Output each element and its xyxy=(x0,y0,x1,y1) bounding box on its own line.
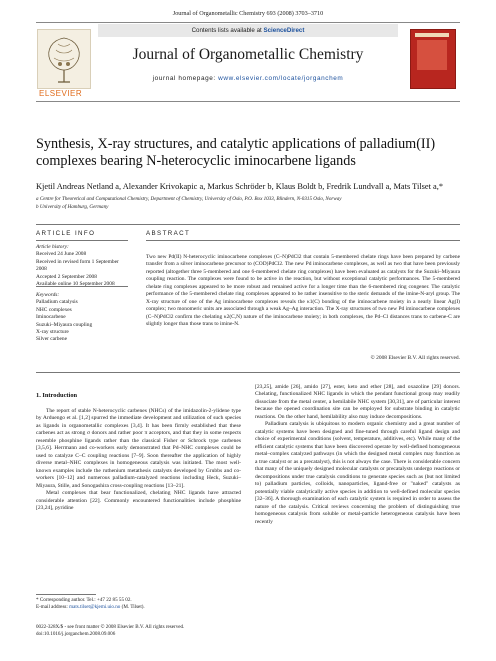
keyword-item: Silver carbene xyxy=(36,336,67,343)
elsevier-tree-logo xyxy=(37,29,91,89)
contents-prefix: Contents lists available at xyxy=(191,27,264,34)
intro-left-column xyxy=(36,408,241,513)
paper-title: Synthesis, X-ray structures, and catalytic applications of palladium(II) complexes bearing N-heterocyclic iminocarbene ligands xyxy=(36,136,436,169)
footnote xyxy=(36,597,241,611)
affiliation-b: b University of Hamburg, Germany xyxy=(36,203,109,210)
doi-line[interactable]: doi:10.1016/j.jorganchem.2008.09.006 xyxy=(36,631,116,637)
journal-cover-thumbnail xyxy=(410,29,456,89)
footnote-rule xyxy=(36,594,96,595)
history-label: Article history: xyxy=(36,244,69,250)
keyword-item: Iminocarbene xyxy=(36,314,66,321)
keyword-item: Suzuki–Miyaura coupling xyxy=(36,321,93,328)
front-matter-note xyxy=(36,624,336,638)
keyword-item: NHC complexes xyxy=(36,306,72,313)
affiliation-a: a Centre for Theoretical and Computational Chemistry, Department of Chemistry, University of Oslo, P.O. Box 1033, Blindern, N-0315 Oslo, Norway xyxy=(36,196,342,202)
introduction-heading: 1. Introduction xyxy=(36,392,78,399)
homepage-label: journal homepage: xyxy=(152,75,219,82)
corresponding-author: * Corresponding author. Tel.: +47 22 85 55 02. xyxy=(36,597,132,603)
history-received: Received 24 June 2008 xyxy=(36,251,87,258)
journal-homepage xyxy=(98,75,398,82)
article-history xyxy=(36,244,128,288)
divider-bottom xyxy=(36,372,460,373)
keywords-label: Keywords: xyxy=(36,292,60,298)
contents-bar xyxy=(98,24,398,37)
divider-top xyxy=(36,224,460,225)
abstract-heading: ABSTRACT xyxy=(146,230,191,237)
keyword-item: X-ray structure xyxy=(36,329,69,336)
keyword-item: Palladium catalysis xyxy=(36,299,78,306)
intro-paragraph: [23,25], amide [26], amido [27], ester, keto and ether [28], and oxazoline [29] donors. Chelating, functionalized NHC ligands in which the pendant functional group may readily dissociate from the metal center, a hemilabile NHC system [30,31], are of particular interest because the opened coordination site can be employed for substrate binding in catalytic reactions. On the other hand, hemilability also may induce decompositions. xyxy=(255,384,460,420)
elsevier-wordmark: ELSEVIER xyxy=(39,89,83,98)
email-line xyxy=(36,604,241,611)
email-suffix: (M. Tilset). xyxy=(120,604,145,610)
email-label: E-mail address: xyxy=(36,604,70,610)
history-online: Available online 10 September 2008 xyxy=(36,281,115,288)
homepage-url[interactable]: www.elsevier.com/locate/jorganchem xyxy=(218,75,344,82)
sciencedirect-link[interactable]: ScienceDirect xyxy=(263,27,305,34)
intro-right-column xyxy=(255,384,460,526)
article-info-heading: ARTICLE INFO xyxy=(36,230,96,237)
keywords xyxy=(36,292,128,344)
author-list: Kjetil Andreas Netland a, Alexander Krivokapic a, Markus Schröder b, Klaus Boldt b, Fredrik Lundvall a, Mats Tilset a,* xyxy=(36,182,444,191)
intro-paragraph: Metal complexes that bear functionalized, chelating NHC ligands have attracted considerable attention [22]. Commonly encountered functionalities include phosphine [23,24], pyridine xyxy=(36,490,241,512)
intro-paragraph: The report of stable N-heterocyclic carbenes (NHCs) of the imidazolin-2-ylidene type by Arduengo et al. [1,2] spurred the immediate development and utilization of such species as ligands in organometallic complexes [3,4]. It has been firmly established that these carbenes act as strong σ donors and rather poor π acceptors, and that they in some respects resemble phosphine ligands rather than the classical Fisher or Schrock type carbenes [3,5,6]. Herrmann and co-workers early demonstrated that Pd–NHC complexes could be used to catalyze C–C coupling reactions [7–9]. Soon thereafter the application of highly diverse metal–NHC complexes in homogeneous catalysis was initiated. The most well-known examples include the ruthenium metathesis catalysts developed by Grubbs and co-workers [10–12] and numerous palladium-catalyzed reactions including Heck, Suzuki–Miyaura, Stille, and Sonogashira cross-coupling reactions [13–21]. xyxy=(36,408,241,489)
history-accepted: Accepted 2 September 2008 xyxy=(36,273,97,280)
email-link[interactable]: mats.tilset@kjemi.uio.no xyxy=(69,604,121,610)
history-revised: Received in revised form 1 September 2008 xyxy=(36,258,119,273)
issn-line: 0022-328X/$ - see front matter © 2008 Elsevier B.V. All rights reserved. xyxy=(36,624,185,630)
abstract-text: Two new Pd(II) N-heterocyclic iminocarbene complexes (C–N)PdCl2 that contain 5-membered chelate rings have been prepared by carbene transfer from a silver iminocarbene precursor to (COD)PdCl2. The new Pd iminocarbene complexes, as well as two that have been previously reported (altogether three 5-membered and one 6-membered chelate ring complexes) have been evaluated as catalysts for the Suzuki–Miyaura coupling reaction. The complexes were found to be active in the reaction, but without exceptional catalytic performances. The 5-membered chelate ring complexes appeared to be more robust and remained active for a longer time than the 6-membered ring congener. The catalytic performance of the 5-membered chelate ring complexes appeared to be rather insensitive to the steric demands of the imine-N-aryl group. The X-ray structure of one of the Ag iminocarbene complexes reveals the κ1(C) bonding of the iminocarbene moiety in a nearly linear Ag(I) complex; two monomeric units are associated through a weak Ag–Ag interaction. The X-ray structures of two new Pd iminocarbene complexes (C–N)PdCl2 confirm the chelating κ2(C,N) nature of the iminocarbene moiety; in both complexes, the Pd–Cl distances trans to carbene-C are slightly longer than those trans to imine-N. xyxy=(146,254,460,328)
intro-paragraph: Palladium catalysis is ubiquitous to modern organic chemistry and a great number of catalytic systems have been designed and fine-tuned through careful ligand design and choice of experimental conditions (solvent, temperature, additives, etc). While many of the efficient catalytic systems that have been discovered operate by well-defined homogeneous metal–complex catalyzed pathways (in which the designed metal complex may function as a true catalyst or as a precatalyst), this is not always the case. There is considerable concern that many of the uniquely designed molecular catalysts or precatalysts undergo reactions or decompositions under true catalysis conditions to generate species such as (but not limited to) palladium particles, colloids, nanoparticles, ligand-free or "naked" catalysts as potentially viable catalytically active species in addition to well-defined molecular species [32–36]. A thorough examination of each catalytic system is required in order to assess the nature of the catalysis. Critical reviews concerning the problem of distinguishing true homogeneous catalysis from soluble or metal-particle heterogeneous catalysis have been recently xyxy=(255,421,460,525)
abstract-rule xyxy=(146,240,460,241)
abstract-copyright: © 2008 Elsevier B.V. All rights reserved. xyxy=(370,355,460,361)
journal-title: Journal of Organometallic Chemistry xyxy=(132,46,364,63)
journal-reference: Journal of Organometallic Chemistry 693 (2008) 3703–3710 xyxy=(172,10,324,17)
article-info-rule xyxy=(36,240,128,241)
affiliations xyxy=(36,196,460,211)
keywords-rule xyxy=(36,286,128,287)
